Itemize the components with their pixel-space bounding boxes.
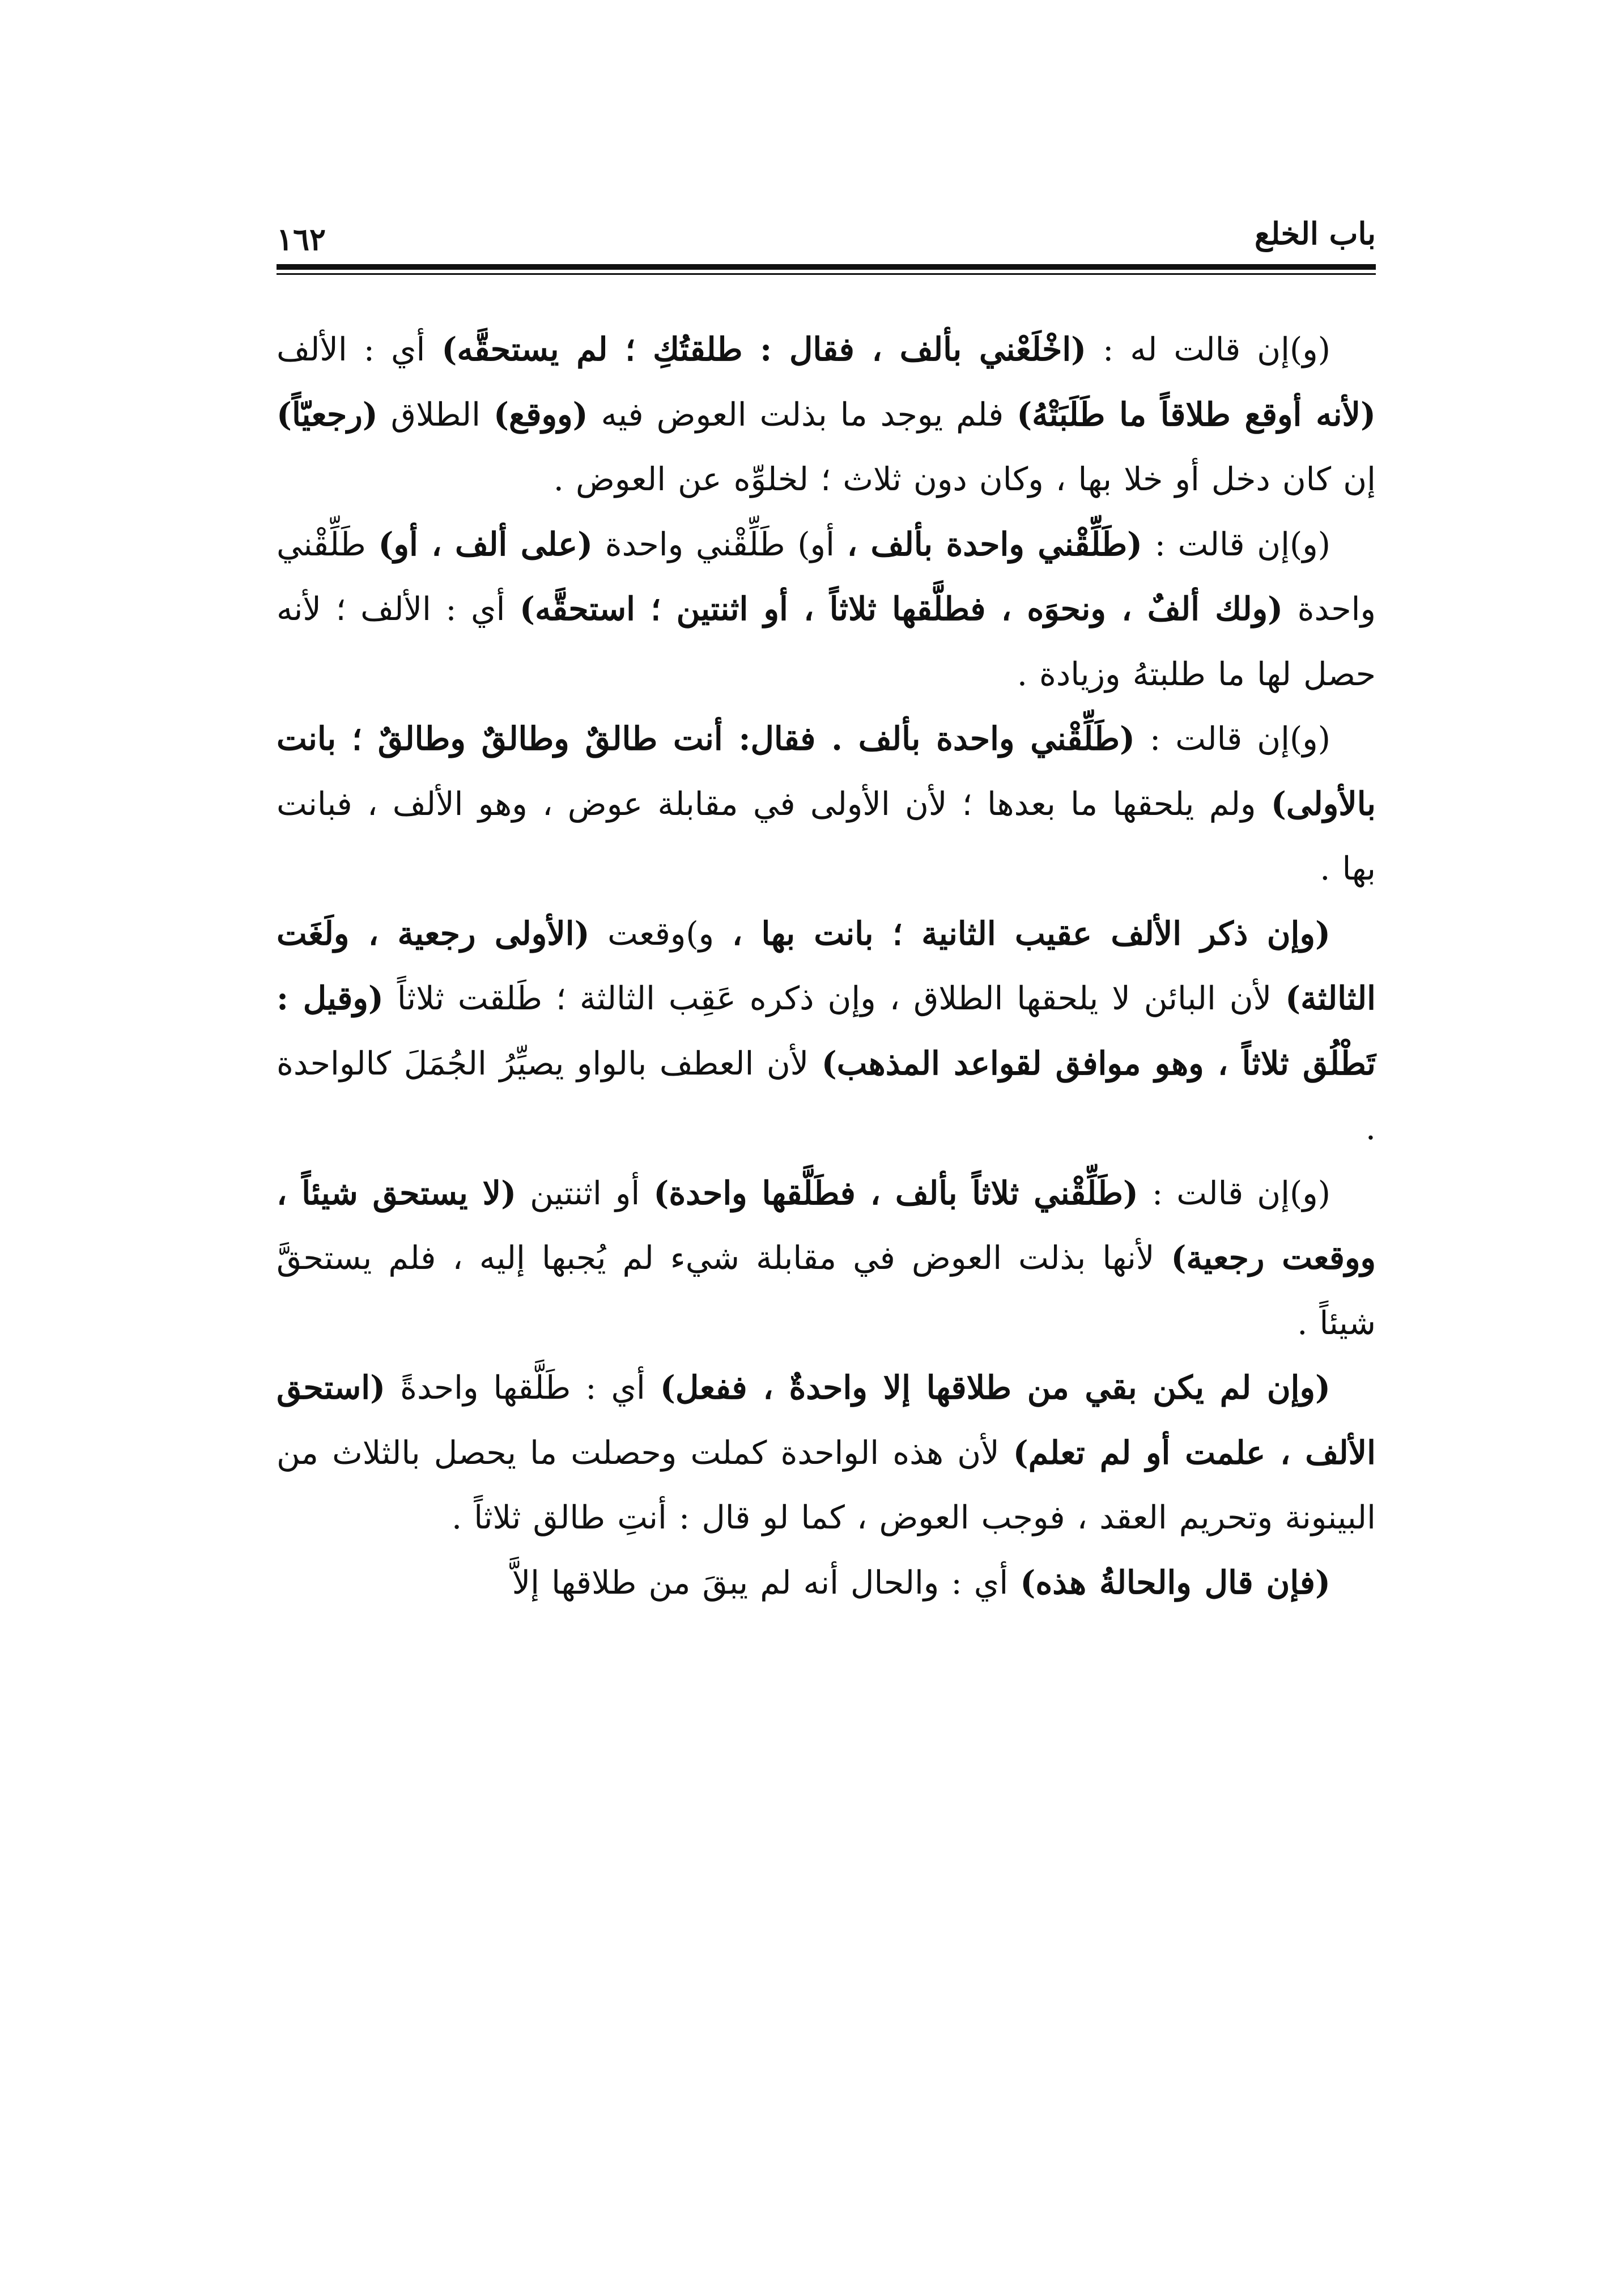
sharh-text: (و)إن قالت : [1142, 525, 1330, 563]
sharh-text: أو) طَلِّقْني واحدة [593, 525, 847, 563]
header-rule-thick [277, 264, 1376, 270]
matn-text: (استحق الألف ، علمت أو لم تعلم) [277, 1369, 1376, 1472]
paragraph [277, 1551, 1376, 1616]
sharh-text: و)وقعت [589, 915, 732, 953]
matn-text: (ولك ألفٌ ، ونحوَه ، فطلَّقها ثلاثاً ، أو اثنتين ؛ استحقَّه) [520, 590, 1283, 628]
matn-text: (على ألف ، أو) [378, 525, 593, 563]
sharh-text: لأن هذه الواحدة كملت وحصلت ما يحصل بالثلاث من البينونة وتحريم العقد ، فوجب العوض ، كما لو قال : أنتِ طالق ثلاثاً . [277, 1434, 1376, 1536]
sharh-text: (و)إن قالت له : [1086, 331, 1330, 368]
sharh-text: فلم يوجد ما بذلت العوض فيه [588, 396, 1017, 434]
sharh-text: إن كان دخل أو خلا بها ، وكان دون ثلاث ؛ لخلوِّه عن العوض . [553, 461, 1376, 498]
sharh-text: أو اثنتين [516, 1174, 654, 1212]
paragraph [277, 1356, 1376, 1551]
header-rule-thin [277, 273, 1376, 275]
paragraph [277, 1161, 1376, 1356]
paragraph [277, 902, 1376, 1161]
sharh-text: الطلاق [377, 396, 494, 434]
sharh-text: أي : الألف [277, 331, 442, 368]
page-number: ١٦٢ [277, 221, 326, 257]
matn-text: (وإن ذكر الألف عقيب الثانية ؛ بانت بها ، [732, 914, 1330, 953]
matn-text: (لأنه أوقع طلاقاً ما طَلَبَتْهُ) [1017, 395, 1376, 434]
matn-text: (فإن قال والحالةُ هذه) [1020, 1563, 1330, 1602]
sharh-text: (و)إن قالت : [1135, 720, 1330, 758]
paragraph [277, 707, 1376, 902]
sharh-text: طَلِّقْني واحدة [277, 525, 1376, 628]
paragraph [277, 317, 1376, 512]
matn-text: (وقيل : تَطْلُق ثلاثاً ، وهو موافق لقواعد المذهب) [277, 979, 1376, 1082]
sharh-text: لأن البائن لا يلحقها الطلاق ، وإن ذكره عَقِب الثالثة ؛ طَلقت ثلاثاً [383, 980, 1286, 1017]
sharh-text: أي : الألف ؛ لأنه حصل لها ما طلبتهُ وزيادة . [277, 591, 1376, 693]
chapter-title: باب الخلع [1254, 215, 1376, 252]
matn-text: (طَلِّقْني ثلاثاً بألف ، فطَلَّقها واحدة) [653, 1174, 1138, 1212]
matn-text: (طَلِّقْني واحدة بألف ، [847, 525, 1143, 563]
sharh-text: (و)إن قالت : [1138, 1174, 1330, 1212]
sharh-text: لأن العطف بالواو يصيِّرُ الجُمَلَ كالواحدة . [277, 1044, 1376, 1147]
matn-text: (رجعيّاً) [277, 395, 378, 434]
matn-text: (ووقع) [493, 395, 588, 434]
matn-text: (طَلِّقْني واحدة بألف . فقال: أنت طالقٌ وطالقٌ وطالقٌ ؛ بانت بالأولى) [277, 720, 1376, 823]
matn-text: (اخْلَعْني بألف ، فقال : طلقتُكِ ؛ لم يستحقَّه) [441, 330, 1087, 368]
paragraph [277, 512, 1376, 707]
sharh-text: أي : والحال أنه لم يبقَ من طلاقها إلاَّ [512, 1564, 1021, 1602]
sharh-text: ولم يلحقها ما بعدها ؛ لأن الأولى في مقابلة عوض ، وهو الألف ، فبانت بها . [277, 785, 1376, 888]
matn-text: (الأولى رجعية ، ولَغَت الثالثة) [277, 914, 1376, 1017]
matn-text: (لا يستحق شيئاً ، ووقعت رجعية) [277, 1174, 1376, 1277]
page-header [277, 204, 1376, 272]
sharh-text: لأنها بذلت العوض في مقابلة شيء لم يُجبها إليه ، فلم يستحقَّ شيئاً . [277, 1239, 1376, 1342]
page-body [277, 317, 1376, 1615]
matn-text: (وإن لم يكن بقي من طلاقها إلا واحدةٌ ، ففعل) [660, 1369, 1331, 1407]
sharh-text: أي : طَلَّقها واحدةً [385, 1369, 660, 1407]
